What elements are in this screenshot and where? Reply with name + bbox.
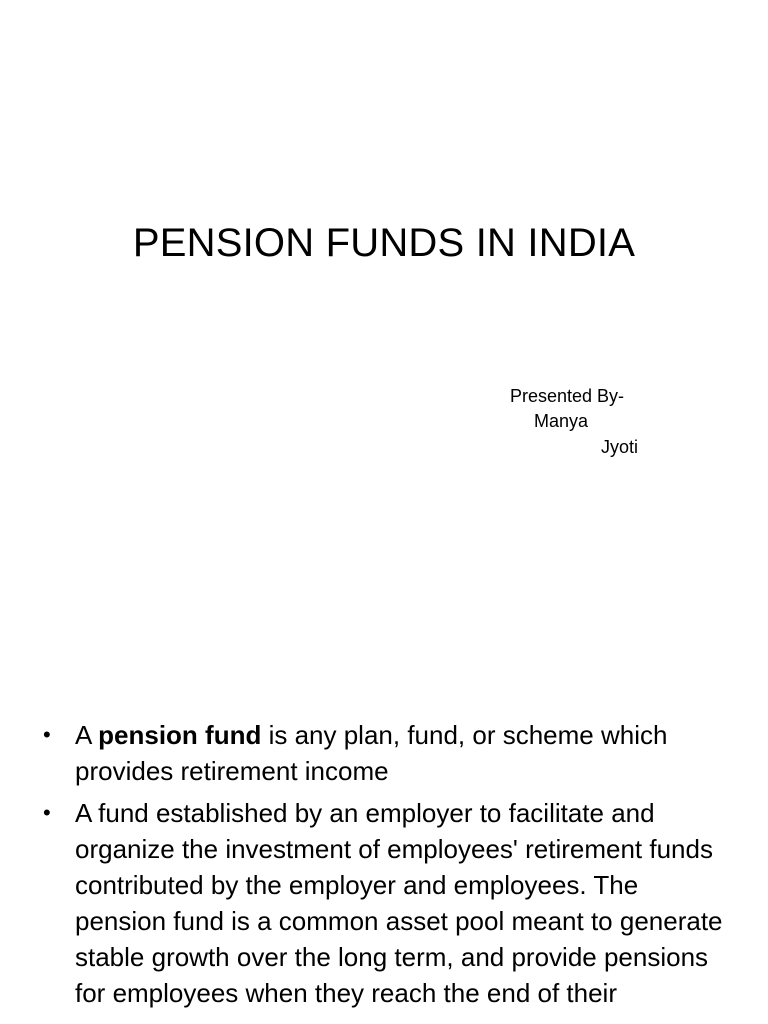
- bullet-term: pension fund: [98, 720, 262, 750]
- bullet-text: A fund established by an employer to facilitate and organize the investment of employees' retirement funds contributed by the employer and employees. The pension fund is a common asset pool meant to generate stable growth over the long term, and provide pensions for employees when they reach the end of their: [75, 798, 723, 1008]
- presenter-name: Jyoti: [601, 437, 639, 457]
- bullet-list: [0, 717, 768, 1017]
- bullet-icon: •: [43, 800, 51, 825]
- slide-title: PENSION FUNDS IN INDIA: [132, 221, 636, 265]
- bullet-icon: •: [43, 722, 51, 747]
- bullet-text-prefix: A: [75, 720, 99, 750]
- bullet-text-suffix: is any plan, fund, or scheme which provides retirement income: [75, 720, 668, 786]
- bullet-item: [0, 717, 768, 789]
- content-slide: [0, 686, 768, 1024]
- presented-by-label: Presented By-: [510, 386, 625, 406]
- bullet-item: [0, 795, 768, 1011]
- presenter-name: Manya: [534, 411, 589, 431]
